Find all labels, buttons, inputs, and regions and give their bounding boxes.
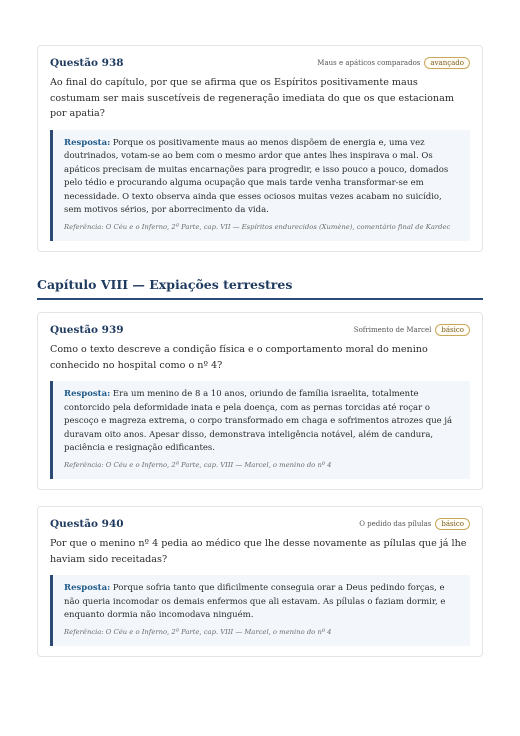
card-header <box>50 56 470 70</box>
answer-text <box>64 582 460 623</box>
question-text: Ao final do capítulo, por que se afirma que os Espíritos positivamente maus costumam ser mais suscetíveis de regeneração imediata do que os que estacionam por apatia? <box>50 77 454 119</box>
question-text: Por que o menino nº 4 pedia ao médico que lhe desse novamente as pílulas que já lhe haviam sido receitadas? <box>50 538 467 565</box>
card-header <box>50 323 470 337</box>
answer-box <box>50 130 470 241</box>
question-number: Questão 938 <box>50 57 124 69</box>
level-badge: básico <box>435 324 470 336</box>
reference: Referência: O Céu e o Inferno, 2ª Parte, cap. VIII — Marcel, o menino do nº 4 <box>64 460 332 469</box>
answer-body: Era um menino de 8 a 10 anos, oriundo de família israelita, totalmente contorcido pela deformidade inata e pela doença, com as pernas torcidas até roçar o pescoço e magreza extrema, o corpo transformado em chaga e sofrimentos atrozes que já duravam oito anos. Apesar disso, demonstrava inteligência notável, além de candura, paciência e resignação edificantes. <box>64 389 453 453</box>
topic-label: Maus e apáticos comparados <box>317 59 421 67</box>
answer-box <box>50 575 470 646</box>
question-number: Questão 940 <box>50 518 124 530</box>
answer-body: Porque os positivamente maus ao menos dispõem de energia e, uma vez doutrinados, votam-se ao bem com o mesmo ardor que antes lhes inspirava o mal. Os apáticos precisam de muitas encarnações para progredir, e isso pouco a pouco, domados pelo tédio e procurando alguma ocupação que mais tarde venha transformar-se em necessidade. O texto observa ainda que esses ociosos muitas vezes acabam no suicídio, sem motivos sérios, por aborrecimento da vida. <box>64 137 449 215</box>
question-card-939 <box>37 312 483 490</box>
card-header <box>50 517 470 531</box>
answer-text <box>64 137 460 218</box>
level-badge: básico <box>435 518 470 530</box>
answer-label: Resposta: <box>64 583 111 593</box>
reference: Referência: O Céu e o Inferno, 2ª Parte, cap. VIII — Marcel, o menino do nº 4 <box>64 627 332 636</box>
answer-label: Resposta: <box>64 389 111 399</box>
chapter-heading: Capítulo VIII — Expiações terrestres <box>37 277 483 300</box>
answer-text <box>64 388 460 456</box>
reference: Referência: O Céu e o Inferno, 2ª Parte, cap. VII — Espíritos endurecidos (Xumène), comentário final de Kardec <box>64 222 451 231</box>
question-card-938 <box>37 45 483 252</box>
level-badge: avançado <box>424 57 470 69</box>
answer-box <box>50 381 470 479</box>
question-number: Questão 939 <box>50 324 124 336</box>
card-meta <box>317 57 470 69</box>
card-meta <box>354 324 470 336</box>
topic-label: O pedido das pílulas <box>359 520 432 528</box>
answer-body: Porque sofria tanto que dificilmente conseguia orar a Deus pedindo forças, e não queria incomodar os demais enfermos que ali estavam. As pílulas o faziam dormir, e enquanto dormia não incomodava ninguém. <box>64 583 446 620</box>
answer-label: Resposta: <box>64 137 111 148</box>
question-text: Como o texto descreve a condição física e o comportamento moral do menino conhecido no hospital como o nº 4? <box>50 344 428 371</box>
topic-label: Sofrimento de Marcel <box>353 326 432 334</box>
card-meta <box>359 518 470 530</box>
question-card-940 <box>37 506 483 657</box>
